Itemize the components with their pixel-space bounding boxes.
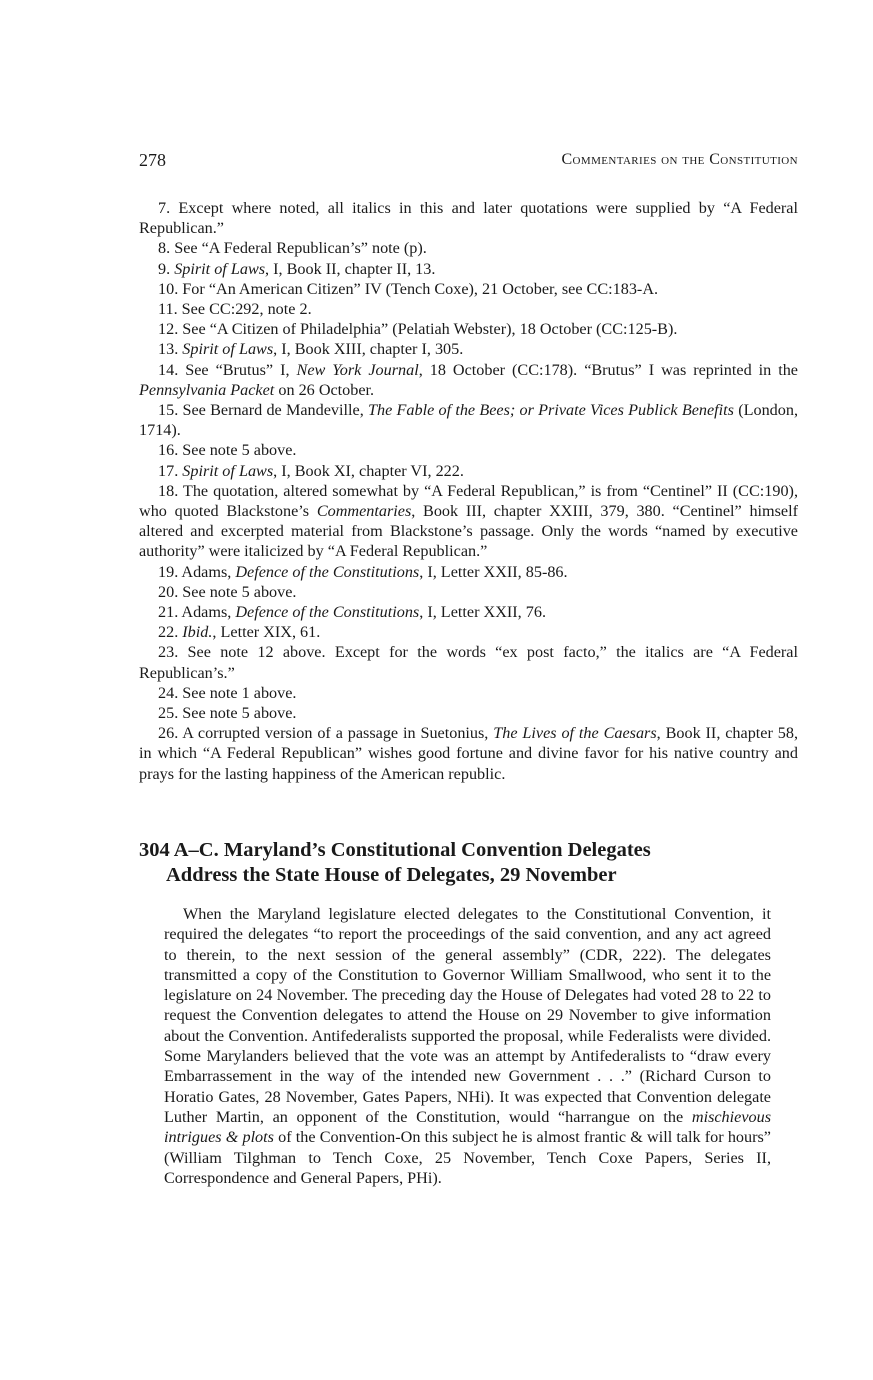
text-run: on 26 October. — [274, 380, 375, 399]
endnote — [139, 582, 798, 602]
italic-title: New York Journal — [296, 360, 419, 379]
page-header — [139, 150, 798, 176]
text-run: 25. See note 5 above. — [158, 704, 297, 723]
text-run: 11. See CC:292, note 2. — [158, 300, 312, 319]
text-run: 19. Adams, — [158, 562, 236, 581]
text-run: 15. See Bernard de Mandeville, — [158, 401, 368, 420]
endnote — [139, 319, 798, 339]
text-run: 10. For “An American Citizen” IV (Tench Coxe), 21 October, see CC:183-A. — [158, 279, 659, 298]
endnotes — [139, 198, 798, 784]
text-run: 26. A corrupted version of a passage in Suetonius, — [158, 724, 494, 743]
endnote — [139, 339, 798, 359]
italic-title: Spirit of Laws — [182, 340, 274, 359]
endnote — [139, 400, 798, 440]
text-run: 24. See note 1 above. — [158, 683, 297, 702]
text-run: , I, Book XIII, chapter I, 305. — [273, 340, 464, 359]
endnote — [139, 562, 798, 582]
endnote — [139, 198, 798, 238]
text-run: 9. — [158, 259, 175, 278]
text-run: 13. — [158, 340, 183, 359]
endnote — [139, 461, 798, 481]
text-run: of the Convention-On this subject he is almost frantic & will talk for hours” (William Tilghman to Tench Coxe, 25 November, Tench Coxe Papers, Series II, Correspondence and General Papers, PHi). — [164, 1128, 771, 1187]
italic-title: mischievous intrigues & plots — [164, 1107, 771, 1147]
text-run: When the Maryland legislature elected delegates to the Constitutional Convention, it required the delegates “to report the proceedings of the said convention, and any act agreed to therein, to the next session of the general assembly” (CDR, 222). The delegates transmitted a copy of the Constitution to Governor William Smallwood, who sent it to the legislature on 24 November. The preceding day the House of Delegates had voted 28 to 22 to request the Convention delegates to attend the House on 29 November to give information about the Convention. Antifederalists supported the proposal, while Federalists were divided. Some Marylanders believed that the vote was an attempt by Antifederalists to “draw every Embarrassement in the way of the intended new Government . . .” (Richard Curson to Horatio Gates, 28 November, Gates Papers, NHi). It was expected that Convention delegate Luther Martin, an opponent of the Constitution, would “harrangue on the — [164, 905, 771, 1126]
endnote — [139, 683, 798, 703]
endnote — [139, 299, 798, 319]
text-run: 17. — [158, 461, 183, 480]
text-run: 20. See note 5 above. — [158, 582, 297, 601]
italic-title: Commentaries — [316, 502, 412, 521]
text-run: , I, Book II, chapter II, 13. — [265, 259, 436, 278]
endnote — [139, 440, 798, 460]
italic-title: Pennsylvania Packet — [139, 380, 275, 399]
text-run: , Letter XIX, 61. — [212, 623, 321, 642]
text-run: , Book II, chapter 58, in which “A Federal Republican” wishes good fortune and divine favor for his native country and prays for the lasting happiness of the American republic. — [139, 724, 798, 783]
endnote — [139, 703, 798, 723]
endnote — [139, 481, 798, 562]
text-run: , Book III, chapter XXIII, 379, 380. “Centinel” himself altered and excerpted material from Blackstone’s passage. Only the words “named by executive authority” were italicized by “A Federal Republican.” — [139, 502, 798, 561]
italic-title: Defence of the Constitutions — [235, 603, 420, 622]
text-run: 7. Except where noted, all italics in this and later quotations were supplied by “A Federal Republican.” — [139, 199, 798, 238]
text-run: , I, Letter XXII, 85-86. — [419, 562, 568, 581]
text-run: , 18 October (CC:178). “Brutus” I was reprinted in the — [418, 360, 798, 379]
text-run: 16. See note 5 above. — [158, 441, 297, 460]
text-run: 8. See “A Federal Republican’s” note (p). — [158, 239, 427, 258]
text-run: 12. See “A Citizen of Philadelphia” (Pelatiah Webster), 18 October (CC:125-B). — [158, 320, 678, 339]
italic-title: Spirit of Laws — [174, 259, 266, 278]
section-title-line-2: Address the State House of Delegates, 29 November — [166, 864, 617, 886]
endnote — [139, 723, 798, 784]
endnote — [139, 238, 798, 258]
text-run: , I, Book XI, chapter VI, 222. — [273, 461, 464, 480]
text-run: 23. See note 12 above. Except for the words “ex post facto,” the italics are “A Federal Republican’s.” — [139, 643, 798, 682]
endnote — [139, 622, 798, 642]
running-head: Commentaries on the Constitution — [561, 151, 798, 168]
italic-title: The Fable of the Bees; or Private Vices Publick Benefits — [367, 401, 734, 420]
text-run: 21. Adams, — [158, 603, 236, 622]
text-run: 22. — [158, 623, 183, 642]
text-run: 18. The quotation, altered somewhat by “A Federal Republican,” is from “Centinel” II (CC:190), who quoted Blackstone’s — [139, 481, 798, 521]
endnote — [139, 259, 798, 279]
endnote — [139, 642, 798, 682]
section-title — [139, 838, 779, 888]
text-run: 14. See “Brutus” I, — [158, 360, 297, 379]
section-title-line-1: 304 A–C. Maryland’s Constitutional Convention Delegates — [139, 839, 651, 861]
text-run: , I, Letter XXII, 76. — [419, 603, 546, 622]
endnote — [139, 360, 798, 400]
italic-title: The Lives of the Caesars — [493, 724, 657, 743]
endnote — [139, 602, 798, 622]
italic-title: Ibid. — [182, 623, 213, 642]
text-run: (London, 1714). — [139, 401, 799, 440]
italic-title: Spirit of Laws — [182, 461, 274, 480]
endnote — [139, 279, 798, 299]
italic-title: Defence of the Constitutions — [235, 562, 420, 581]
headnote-paragraph — [164, 904, 771, 1188]
page-number: 278 — [139, 150, 166, 170]
